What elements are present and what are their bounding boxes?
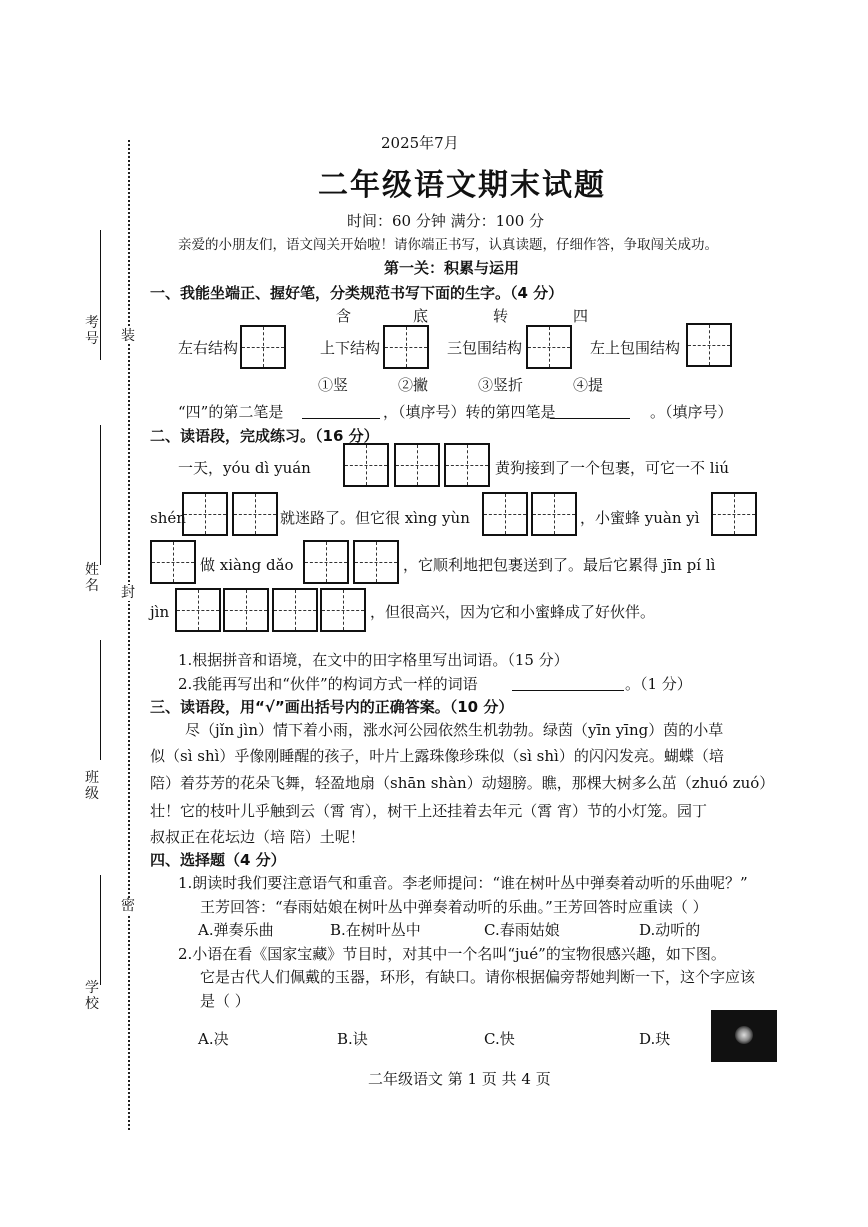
- q1-stroke-4: ④提: [573, 376, 604, 394]
- q2-line3-a: 做 xiàng dǎo: [200, 556, 294, 574]
- q1-grid-top-bottom[interactable]: [383, 325, 429, 369]
- q2-grid-14[interactable]: [272, 588, 318, 632]
- exam-date: 2025年7月: [381, 134, 459, 152]
- q3-heading: 三、读语段，用“√”画出括号内的正确答案。（10 分）: [150, 698, 514, 716]
- binding-dotted-line: [128, 140, 130, 1130]
- q1-grid-top-left-enclosure[interactable]: [686, 323, 732, 367]
- q1-char-2: 底: [413, 307, 429, 325]
- q4-q1-opt-a[interactable]: A.弹奏乐曲: [198, 921, 274, 939]
- q2-grid-8[interactable]: [711, 492, 757, 536]
- q2-grid-9[interactable]: [150, 540, 196, 584]
- q2-grid-5[interactable]: [232, 492, 278, 536]
- q2-heading: 二、读语段，完成练习。（16 分）: [150, 427, 379, 445]
- q2-sub1: 1.根据拼音和语境，在文中的田字格里写出词语。（15 分）: [178, 651, 569, 669]
- banji-line: [100, 640, 101, 760]
- q2-line4-b: ，但很高兴，因为它和小蜜蜂成了好伙伴。: [370, 603, 656, 621]
- q1-fill-c: 。（填序号）: [650, 403, 733, 421]
- q4-q2-opt-a[interactable]: A.决: [198, 1030, 229, 1048]
- q1-grid-three-enclosure[interactable]: [526, 325, 572, 369]
- xuexiao-line: [100, 875, 101, 985]
- q2-grid-1[interactable]: [343, 443, 389, 487]
- q1-label-top-left-enclosure: 左上包围结构: [590, 339, 681, 357]
- q4-q1-a: 1.朗读时我们要注意语气和重音。李老师提问：“谁在树叶丛中弹奏着动听的乐曲呢？”: [178, 874, 748, 892]
- exam-intro: 亲爱的小朋友们，语文闯关开始啦！请你端正书写，认真读题，仔细作答，争取闯关成功。: [178, 237, 718, 253]
- q2-grid-7[interactable]: [531, 492, 577, 536]
- xingming-label: 姓名: [85, 562, 99, 594]
- q2-line2-b: 就迷路了。但它很 xìng yùn: [280, 509, 470, 527]
- kaohao-label: 考号: [85, 315, 99, 347]
- page-footer: 二年级语文 第 1 页 共 4 页: [368, 1070, 551, 1088]
- q1-fill-a: “四”的第二笔是: [178, 403, 284, 421]
- q4-q2-opt-b[interactable]: B.诀: [337, 1030, 368, 1048]
- q2-grid-12[interactable]: [175, 588, 221, 632]
- q1-char-3: 转: [493, 307, 509, 325]
- q2-line2-a: shén: [150, 509, 186, 527]
- q2-grid-10[interactable]: [303, 540, 349, 584]
- q2-sub2-blank[interactable]: [512, 690, 624, 691]
- part1-heading: 第一关：积累与运用: [384, 259, 520, 277]
- q2-grid-6[interactable]: [482, 492, 528, 536]
- exam-title: 二年级语文期末试题: [318, 168, 606, 203]
- xingming-line: [100, 425, 101, 565]
- q2-grid-2[interactable]: [394, 443, 440, 487]
- q1-heading: 一、我能坐端正、握好笔，分类规范书写下面的生字。（4 分）: [150, 284, 564, 302]
- q2-line3-b: ，它顺利地把包裹送到了。最后它累得 jīn pí lì: [403, 556, 716, 574]
- q3-line-2: 似（sì shì）乎像刚睡醒的孩子，叶片上露珠像珍珠似（sì shì）的闪闪发亮。蝴蝶（培: [150, 747, 724, 765]
- q4-q2-b: 它是古代人们佩戴的玉器，环形，有缺口。请你根据偏旁帮她判断一下，这个字应该: [200, 968, 756, 986]
- q4-q2-opt-c[interactable]: C.快: [484, 1030, 515, 1048]
- q2-grid-4[interactable]: [182, 492, 228, 536]
- q3-line-3: 陪）着芬芳的花朵飞舞，轻盈地扇（shān shàn）动翅膀。瞧，那棵大树多么茁（zhuó zuó）: [150, 774, 775, 792]
- q2-grid-15[interactable]: [320, 588, 366, 632]
- banji-label: 班级: [85, 770, 99, 802]
- q2-line2-c: ，小蜜蜂 yuàn yì: [580, 509, 700, 527]
- binding-zhuang: 装: [121, 328, 135, 344]
- q1-char-4: 四: [573, 307, 589, 325]
- q1-blank-2[interactable]: [550, 418, 630, 419]
- q1-char-1: 含: [336, 307, 352, 325]
- q1-label-top-bottom: 上下结构: [320, 339, 381, 357]
- q1-label-three-enclosure: 三包围结构: [447, 339, 523, 357]
- q2-grid-3[interactable]: [444, 443, 490, 487]
- kaohao-line: [100, 230, 101, 360]
- q1-grid-left-right[interactable]: [240, 325, 286, 369]
- xuexiao-label: 学校: [85, 980, 99, 1012]
- q2-sub2-a: 2.我能再写出和“伙伴”的构词方式一样的词语: [178, 675, 478, 693]
- q2-line1-b: 黄狗接到了一个包裹，可它一不 liú: [495, 459, 730, 477]
- q1-fill-b: ，（填序号）转的第四笔是: [383, 403, 556, 421]
- q4-q1-opt-c[interactable]: C.春雨姑娘: [484, 921, 560, 939]
- q1-blank-1[interactable]: [302, 418, 380, 419]
- q3-line-1: 尽（jǐn jìn）情下着小雨，涨水河公园依然生机勃勃。绿茵（yīn yīng）茵的小草: [185, 721, 724, 739]
- q4-q2-opt-d[interactable]: D.玦: [639, 1030, 671, 1048]
- q3-line-5: 叔叔正在花坛边（培 陪）土呢！: [150, 828, 365, 846]
- q4-q2-a: 2.小语在看《国家宝藏》节目时，对其中一个名叫“jué”的宝物很感兴趣，如下图。: [178, 945, 726, 963]
- q4-q1-opt-d[interactable]: D.动听的: [639, 921, 701, 939]
- q4-q1-b: 王芳回答：“春雨姑娘在树叶丛中弹奏着动听的乐曲。”王芳回答时应重读（ ）: [200, 898, 708, 916]
- binding-feng: 封: [121, 585, 135, 601]
- jade-jue-photo: [711, 1010, 777, 1062]
- q3-line-4: 壮！它的枝叶儿乎触到云（霄 宵），树干上还挂着去年元（霄 宵）节的小灯笼。园丁: [150, 802, 708, 820]
- q4-q2-c: 是（ ）: [200, 992, 250, 1010]
- q2-grid-11[interactable]: [353, 540, 399, 584]
- q2-sub2-b: 。（1 分）: [625, 675, 692, 693]
- q1-stroke-1: ①竖: [318, 376, 349, 394]
- q4-q1-opt-b[interactable]: B.在树叶丛中: [330, 921, 421, 939]
- q1-label-left-right: 左右结构: [178, 339, 239, 357]
- q1-stroke-3: ③竖折: [478, 376, 524, 394]
- q1-stroke-2: ②撇: [398, 376, 429, 394]
- q4-heading: 四、选择题（4 分）: [150, 851, 286, 869]
- q2-grid-13[interactable]: [223, 588, 269, 632]
- q2-line4-a: jìn: [150, 603, 170, 621]
- binding-mi: 密: [121, 898, 135, 914]
- exam-meta: 时间：60 分钟 满分：100 分: [347, 212, 545, 230]
- q2-line1-a: 一天，yóu dì yuán: [178, 459, 311, 477]
